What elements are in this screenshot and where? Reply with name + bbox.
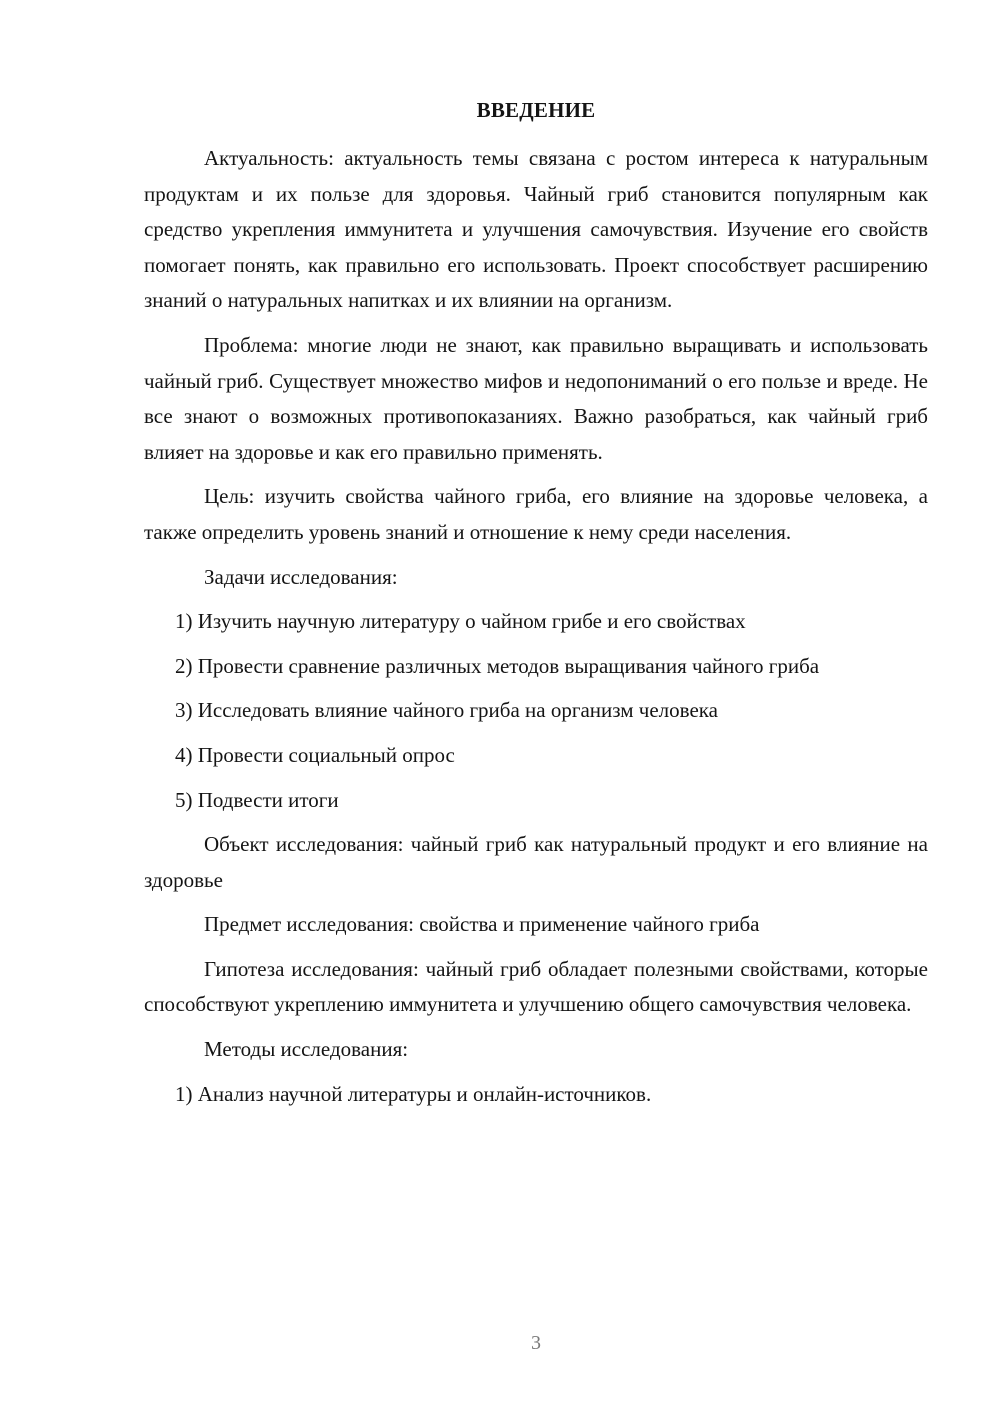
problem-paragraph: Проблема: многие люди не знают, как правильно выращивать и использовать чайный гриб. Существует множество мифов и недопониманий о его пользе и вреде. Не все знают о возможных противопоказаниях. Важно разобраться, как чайный гриб влияет на здоровье и как его правильно применять. [144, 332, 928, 464]
tasks-title: Задачи исследования: [204, 564, 398, 589]
section-heading: ВВЕДЕНИЕ [476, 98, 596, 122]
document-page [144, 92, 928, 1121]
task-item-5: 5) Подвести итоги [175, 787, 339, 812]
subject-paragraph: Предмет исследования: свойства и применение чайного гриба [204, 912, 760, 937]
relevance-paragraph: Актуальность: актуальность темы связана с ростом интереса к натуральным продуктам и их пользе для здоровья. Чайный гриб становится популярным как средство укрепления иммунитета и улучшения самочувствия. Изучение его свойств помогает понять, как правильно его использовать. Проект способствует расширению знаний о натуральных напитках и их влиянии на организм. [144, 146, 928, 313]
goal-paragraph: Цель: изучить свойства чайного гриба, его влияние на здоровье человека, а также определить уровень знаний и отношение к нему среди населения. [144, 484, 928, 544]
method-item-1: 1) Анализ научной литературы и онлайн-источников. [175, 1081, 652, 1106]
task-item-1: 1) Изучить научную литературу о чайном грибе и его свойствах [175, 609, 746, 634]
task-item-3: 3) Исследовать влияние чайного гриба на организм человека [175, 698, 718, 723]
hypothesis-paragraph: Гипотеза исследования: чайный гриб обладает полезными свойствами, которые способствуют укреплению иммунитета и улучшению общего самочувствия человека. [144, 956, 928, 1017]
task-item-2: 2) Провести сравнение различных методов выращивания чайного гриба [175, 653, 820, 678]
methods-title: Методы исследования: [204, 1037, 409, 1062]
task-item-4: 4) Провести социальный опрос [175, 742, 455, 767]
object-paragraph: Объект исследования: чайный гриб как натуральный продукт и его влияние на здоровье [144, 832, 928, 892]
page-number: 3 [531, 1332, 541, 1354]
